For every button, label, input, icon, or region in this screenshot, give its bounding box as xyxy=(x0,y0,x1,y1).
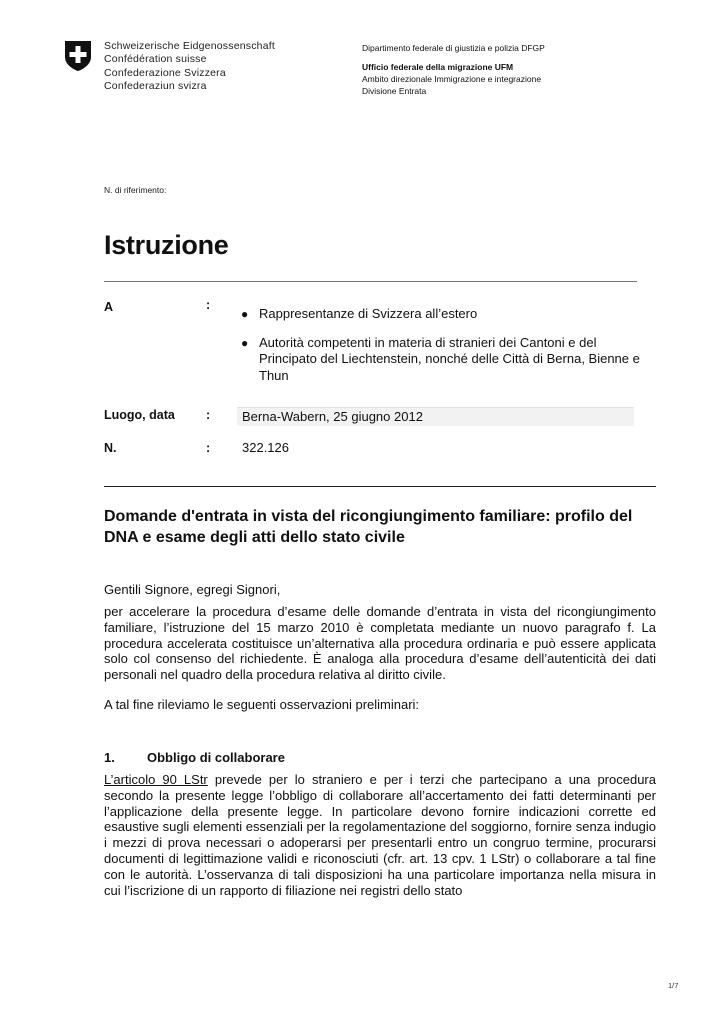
place-date-label: Luogo, data xyxy=(104,408,175,422)
department-name: Dipartimento federale di giustizia e polizia DFGP xyxy=(362,43,545,53)
number-colon: : xyxy=(206,441,211,455)
swiss-crest-icon xyxy=(64,40,92,72)
number-label: N. xyxy=(104,441,117,455)
number-value: 322.126 xyxy=(242,440,289,455)
office-name: Ufficio federale della migrazione UFM xyxy=(362,62,514,72)
recipients-label: A xyxy=(104,300,114,314)
section-number: 1. xyxy=(104,750,115,765)
document-title: Istruzione xyxy=(104,230,229,260)
greeting: Gentili Signore, egregi Signori, xyxy=(104,582,281,597)
title-divider xyxy=(104,281,637,282)
bullet-icon: ● xyxy=(241,307,249,321)
recipients-list xyxy=(241,306,641,396)
subject-heading: Domande d'entrata in vista del ricongiungimento familiare: profilo del DNA e esame degli atti dello stato civile xyxy=(104,508,633,546)
list-item xyxy=(241,335,641,385)
confederation-names xyxy=(104,40,275,94)
body-paragraph: A tal fine rileviamo le seguenti osservazioni preliminari: xyxy=(104,697,420,712)
reference-label: N. di riferimento: xyxy=(104,185,167,195)
confederation-name-fr: Confédération suisse xyxy=(104,53,207,66)
section-body-text: prevede per lo straniero e per i terzi che partecipano a una procedura secondo la presente legge l’obbligo di collaborare all’accertamento dei fatti determinanti per l’applicazione della presente legge. In particolare devono fornire indicazioni corrette ed esaustive sugli elementi essenziali per la regolamentazione del soggiorno, fornire senza indugio i mezzi di prova necessari o adoperarsi per presentarli entro un congruo termine, procurarsi documenti di legittimazione validi e riconosciuti (cfr. art. 13 cpv. 1 LStr) o collaborare a tal fine con le autorità. L’osservanza di tali disposizioni ha una particolare importanza nella misura in cui l’iscrizione di un rapporto di filiazione nei registri dello stato xyxy=(104,772,656,898)
confederation-name-de: Schweizerische Eidgenossenschaft xyxy=(104,40,275,52)
bullet-icon: ● xyxy=(241,335,249,350)
division-name: Divisione Entrata xyxy=(362,86,427,96)
place-date-colon: : xyxy=(206,408,211,422)
confederation-name-rm: Confederaziun svizra xyxy=(104,80,207,93)
recipient-text: Rappresentanze di Svizzera all’estero xyxy=(259,306,478,321)
section-paragraph xyxy=(104,772,656,898)
place-date-value: Berna-Wabern, 25 giugno 2012 xyxy=(242,409,423,424)
recipient-text: Autorità competenti in materia di stranieri dei Cantoni e del Principato del Liechtenstein, nonché delle Città di Berna, Bienne e Thun xyxy=(259,334,640,383)
confederation-name-it: Confederazione Svizzera xyxy=(104,66,226,79)
page-number: 1/7 xyxy=(668,981,679,990)
list-item xyxy=(241,306,641,323)
directorate-name: Ambito direzionale Immigrazione e integrazione xyxy=(362,74,542,84)
section-title: Obbligo di collaborare xyxy=(147,750,285,765)
body-paragraph: per accelerare la procedura d’esame delle domande d’entrata in vista del ricongiungimento familiare, l’istruzione del 15 marzo 2010 è completata mediante un nuovo paragrafo f. La procedura accelerata costituisce un’alternativa alla procedura ordinaria e può essere applicata solo col consenso del richiedente. È analoga alla procedura d’esame dell’autenticità dei dati personali nel quadro della procedura relativa al diritto civile. xyxy=(104,604,656,683)
header-divider xyxy=(104,486,656,487)
recipients-colon: : xyxy=(206,298,211,312)
law-article-link[interactable]: L’articolo 90 LStr xyxy=(104,772,208,787)
department-block xyxy=(362,42,545,97)
